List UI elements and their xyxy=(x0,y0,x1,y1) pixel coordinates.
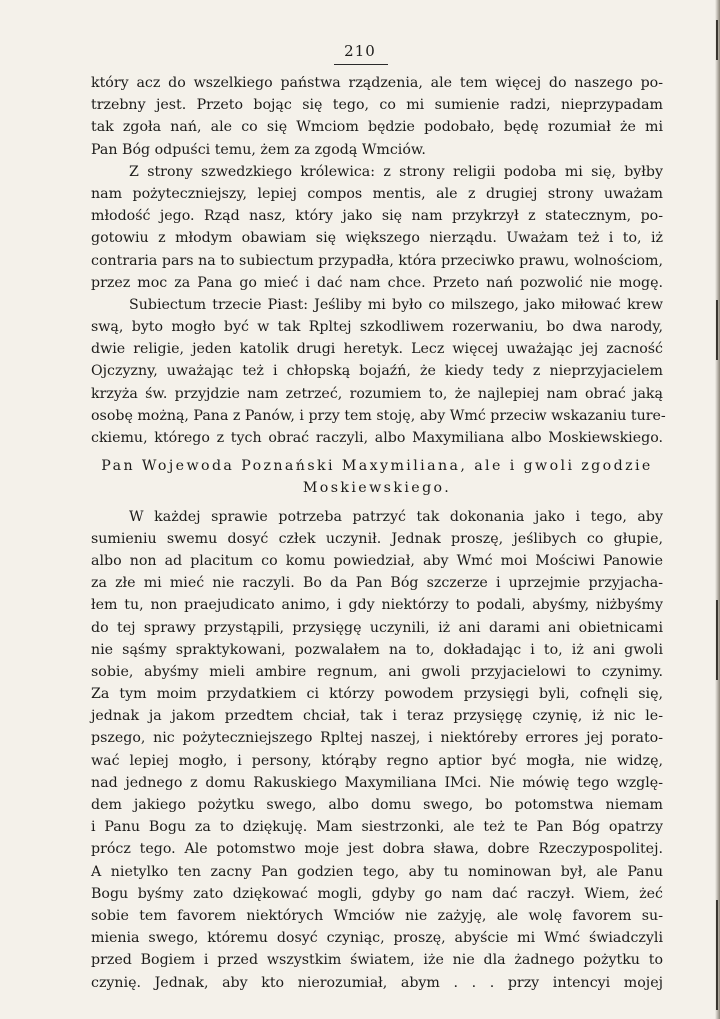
text-line: pszego, nic pożyteczniejszego Rpltej naszej, i niektóreby errores jej porato- xyxy=(91,730,663,747)
text-line: ckiemu, którego z tych obrać raczyli, albo Maxymiliana albo Moskiewskiego. xyxy=(91,430,663,446)
text-line: swą, byto mogło być w tak Rpltej szkodliwem rozerwaniu, bo dwa narody, xyxy=(91,319,663,336)
text-line: przez moc za Pana go mieć i dać nam chce. Przeto nań pozwolić nie mogę. xyxy=(91,274,663,291)
text-line: czynię. Jednak, aby kto nierozumiał, abym . . . przy intencyi mojej xyxy=(91,974,663,991)
edge-mark xyxy=(716,900,718,1010)
text-line: gotowiu z młodym obawiam się większego nierządu. Uważam też i to, iż xyxy=(91,230,663,247)
text-line: wać lepiej mogło, i persony, którąby regno aptior być mogła, nie widzę, xyxy=(91,752,663,769)
text-line: jednak ja jakom przedtem chciał, tak i teraz przysięgę czynię, iż nic le- xyxy=(91,708,663,725)
text-line: dwie religie, jeden katolik drugi heretyk. Lecz więcej uważając jej zacność xyxy=(91,341,663,358)
text-line: nie sąśmy spraktykowani, pozwalałem na to, dokładając i to, iż ani gwoli xyxy=(91,641,663,658)
text-line: który acz do wszelkiego państwa rządzenia, ale tem więcej do naszego po- xyxy=(91,75,663,91)
text-line: Ojczyzny, uważając też i chłopską bojaźń, że kiedy tedy z nieprzyjacielem xyxy=(91,363,663,380)
text-line: sobie tem favorem niektórych Wmciów nie zażyję, ale wolę favorem su- xyxy=(91,907,663,924)
edge-mark xyxy=(716,600,718,680)
text-line: za złe mi mieć nie raczyli. Bo da Pan Bóg szczerze i uprzejmie przyjacha- xyxy=(91,575,663,592)
text-line: albo non ad placitum co komu powiedział, aby Wmć moi Mościwi Panowie xyxy=(91,552,663,569)
text-line: Pan Bóg odpuści temu, żem za zgodą Wmciów. xyxy=(91,141,426,158)
paragraph-piast xyxy=(91,294,666,449)
text-line: Bogu byśmy zato dziękować mogli, gdyby go nam dać raczył. Wiem, żeć xyxy=(91,885,663,902)
page-number-rule xyxy=(334,64,388,65)
text-line: dem jakiego pożytku swego, albo domu swego, bo potomstwa niemam xyxy=(91,797,663,813)
paragraph-swedish-prince xyxy=(91,161,663,294)
text-line: krzyża św. przyjdzie nam zetrzeć, rozumiem to, że najlepiej nam obrać jaką xyxy=(91,385,663,402)
text-line: sumieniu swemu dosyć człek uczynił. Jednak proszę, jeślibych co głupie, xyxy=(91,530,663,547)
text-line: sobie, abyśmy mieli ambire regnum, ani gwoli przyjacielowi to czynimy. xyxy=(91,663,663,680)
text-line: młodość jego. Rząd nasz, który jako się nam przykrzył z statecznym, po- xyxy=(91,208,663,225)
text-line: prócz tego. Ale potomstwo moje jest dobra sława, dobre Rzeczypospolitej. xyxy=(91,841,663,858)
text-line: mienia swego, któremu dosyć czyniąc, proszę, abyście mi Wmć świadczyli xyxy=(91,930,663,947)
paragraph-speech xyxy=(91,506,663,994)
text-line: do tej sprawy przystąpili, przysięgę uczynili, iż ani darami ani obietnicami xyxy=(91,619,663,636)
page-edge xyxy=(715,0,720,1019)
text-line: tak zgoła nań, ale co się Wmciom będzie podobało, będę rozumiał że mi xyxy=(91,119,663,136)
paragraph-continuation xyxy=(91,72,663,161)
edge-mark xyxy=(716,300,718,360)
heading-line: Pan Wojewoda Poznański Maxymiliana, ale i gwoli zgodzie xyxy=(101,458,653,475)
section-heading xyxy=(91,455,663,499)
text-line: łem tu, non praejudicato animo, i gdy niektórzy to podali, abyśmy, niżbyśmy xyxy=(91,597,663,614)
heading-line: Moskiewskiego. xyxy=(302,480,452,497)
text-line: contraria pars na to subiectum przypadła, która przeciwko prawu, wolnościom, xyxy=(91,252,663,269)
text-line: trzebny jest. Przeto bojąc się tego, co mi sumienie radzi, nieprzypadam xyxy=(91,97,663,114)
text-line: osobę możną, Pana z Panów, i przy tem stoję, aby Wmć przeciw wskazaniu ture- xyxy=(91,407,666,424)
edge-mark xyxy=(716,20,718,60)
text-line: A nietylko ten zacny Pan godzien tego, aby tu nominowan był, ale Panu xyxy=(91,863,663,880)
text-line: i Panu Bogu za to dziękuję. Mam siestrzonki, ale też te Pan Bóg opatrzy xyxy=(91,819,663,836)
text-line: przed Bogiem i przed wszystkim światem, iże nie dla żadnego pożytku to xyxy=(91,952,663,969)
text-line: nam pożyteczniejszy, lepiej compos mentis, ale z drugiej strony uważam xyxy=(91,185,663,202)
text-line: Z strony szwedzkiego królewica: z strony religii podoba mi się, byłby xyxy=(129,163,663,180)
text-line: W każdej sprawie potrzeba patrzyć tak dokonania jako i tego, aby xyxy=(129,508,663,525)
page-number: 210 xyxy=(344,42,376,60)
text-line: Za tym moim przydatkiem ci którzy powodem przysięgi byli, cofnęli się, xyxy=(91,686,663,703)
body-text xyxy=(91,72,666,994)
text-line: Subiectum trzecie Piast: Jeśliby mi było co milszego, jako miłować krew xyxy=(129,296,663,313)
text-line: nad jednego z domu Rakuskiego Maxymiliana IMci. Nie mówię tego wzglę- xyxy=(91,774,663,791)
